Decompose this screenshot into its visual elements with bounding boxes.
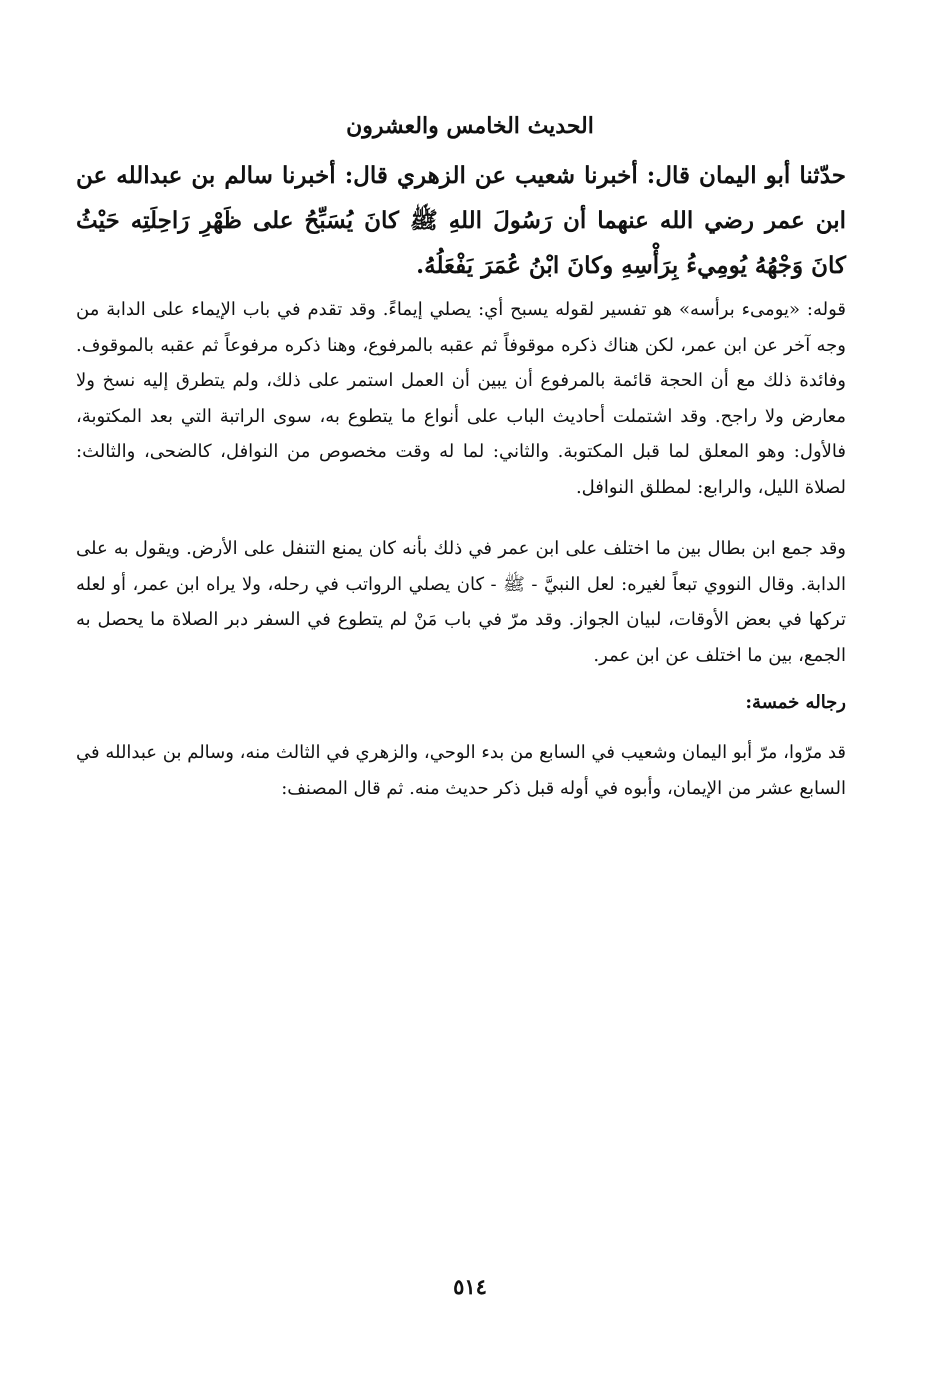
page-title: الحديث الخامس والعشرون bbox=[346, 113, 594, 139]
hadith-text: حدّثنا أبو اليمان قال: أخبرنا شعيب عن الزهري قال: أخبرنا سالم بن عبدالله عن ابن عمر رضي الله عنهما أن رَسُولَ اللهِ ﷺ كانَ يُسَبِّحُ على ظَهْرِ رَاحِلَتِه حَيْثُ كانَ وَجْهُهُ يُومِيءُ بِرَأْسِهِ وكانَ ابْنُ عُمَرَ يَفْعَلُهُ. bbox=[76, 162, 846, 279]
commentary-paragraph-2: وقد جمع ابن بطال بين ما اختلف على ابن عمر في ذلك بأنه كان يمنع التنفل على الأرض. ويقول به على الدابة. وقال النووي تبعاً لغيره: لعل النبيَّ - ﷺ - كان يصلي الرواتب في رحله، ولا يراه ابن عمر، أو لعله تركها في بعض الأوقات، لبيان الجواز. وقد مرّ في باب مَنْ لم يتطوع في السفر دبر الصلاة ما يحصل به الجمع، بين ما اختلف عن ابن عمر. bbox=[76, 538, 846, 666]
narrators-paragraph: قد مرّوا، مرّ أبو اليمان وشعيب في السابع من بدء الوحي، والزهري في الثالث منه، وسالم بن عبدالله في السابع عشر من الإيمان، وأبوه في أوله قبل ذكر حديث منه. ثم قال المصنف: bbox=[76, 742, 846, 799]
commentary-paragraph-1: قوله: «يومىء برأسه» هو تفسير لقوله يسبح أي: يصلي إيماءً. وقد تقدم في باب الإيماء على الدابة من وجه آخر عن ابن عمر، لكن هناك ذكره موقوفاً ثم عقبه بالمرفوع، وهنا ذكره مرفوعاً ثم عقبه بالموقوف. وفائدة ذلك مع أن الحجة قائمة بالمرفوع أن يبين أن العمل استمر على ذلك، ولم يتطرق إليه نسخ ولا معارض ولا راجح. وقد اشتملت أحاديث الباب على أنواع ما يتطوع به، سوى الراتبة التي بعد المكتوبة، فالأول: وهو المعلق لما قبل المكتوبة. والثاني: لما له وقت مخصوص من النوافل، كالضحى، والثالث: لصلاة الليل، والرابع: لمطلق النوافل. bbox=[76, 299, 846, 498]
narrators-heading: رجاله خمسة: bbox=[745, 692, 846, 713]
page-number: ٥١٤ bbox=[453, 1274, 487, 1299]
